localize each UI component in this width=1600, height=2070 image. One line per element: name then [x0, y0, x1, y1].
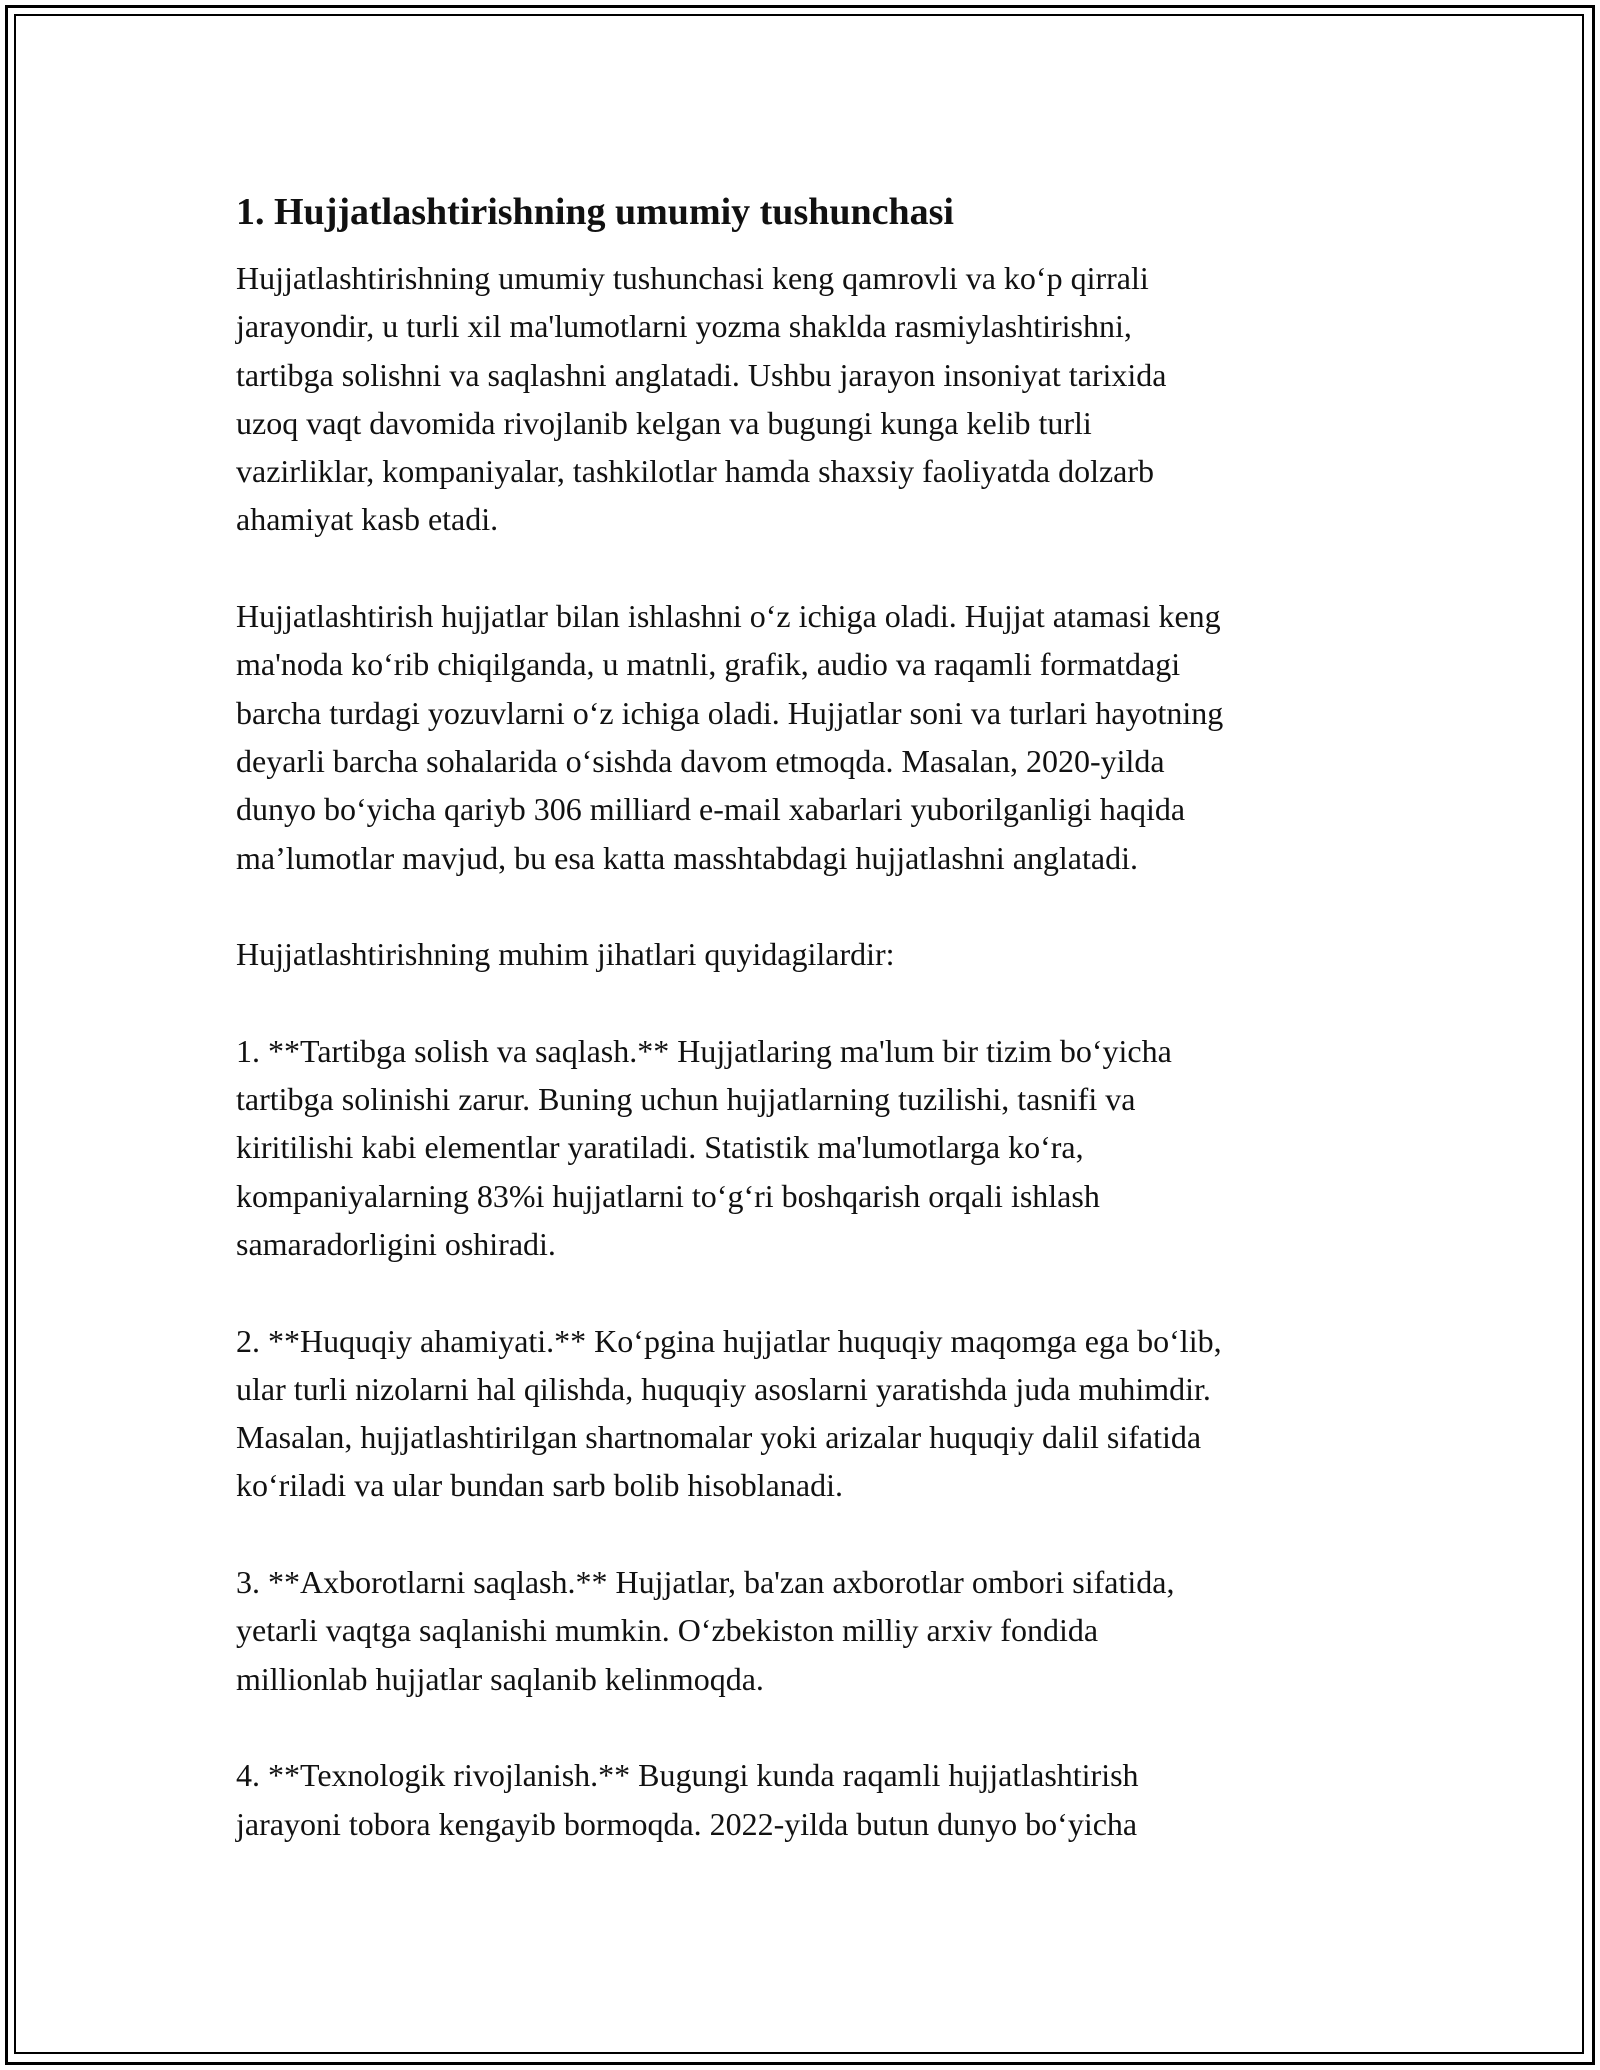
- document-body: [236, 186, 1386, 1896]
- text-line: 4. **Texnologik rivojlanish.** Bugungi kunda raqamli hujjatlashtirish: [236, 1757, 1139, 1794]
- text-line: 3. **Axborotlarni saqlash.** Hujjatlar, ba'zan axborotlar ombori sifatida,: [236, 1564, 1175, 1601]
- text-line: ma'noda koʻrib chiqilganda, u matnli, grafik, audio va raqamli formatdagi: [236, 646, 1181, 683]
- text-line: vazirliklar, kompaniyalar, tashkilotlar hamda shaxsiy faoliyatda dolzarb: [236, 453, 1155, 490]
- text-line: Masalan, hujjatlashtirilgan shartnomalar yoki arizalar huquqiy dalil sifatida: [236, 1419, 1202, 1456]
- list-item-3: [236, 1558, 1386, 1703]
- text-line: ahamiyat kasb etadi.: [236, 501, 499, 538]
- text-line: uzoq vaqt davomida rivojlanib kelgan va bugungi kunga kelib turli: [236, 404, 1092, 441]
- list-item-4: [236, 1751, 1386, 1848]
- text-line: tartibga solishni va saqlashni anglatadi. Ushbu jarayon insoniyat tarixida: [236, 356, 1167, 393]
- text-line: koʻriladi va ular bundan sarb bolib hisoblanadi.: [236, 1467, 843, 1504]
- text-line: barcha turdagi yozuvlarni oʻz ichiga oladi. Hujjatlar soni va turlari hayotning: [236, 694, 1224, 731]
- text-line: maʼlumotlar mavjud, bu esa katta masshtabdagi hujjatlashni anglatadi.: [236, 839, 1138, 876]
- text-line: samaradorligini oshiradi.: [236, 1225, 556, 1262]
- list-item-2: [236, 1317, 1386, 1510]
- text-line: jarayoni tobora kengayib bormoqda. 2022-yilda butun dunyo boʻyicha: [236, 1805, 1138, 1842]
- paragraph-aspects-intro: [236, 930, 1386, 978]
- text-line: dunyo boʻyicha qariyb 306 milliard e-mail xabarlari yuborilganligi haqida: [236, 791, 1186, 828]
- text-line: kompaniyalarning 83%i hujjatlarni toʻgʻri boshqarish orqali ishlash: [236, 1177, 1100, 1214]
- list-item-1: [236, 1027, 1386, 1268]
- paragraph-intro: [236, 254, 1386, 544]
- text-line: Hujjatlashtirishning muhim jihatlari quyidagilardir:: [236, 936, 895, 973]
- text-line: Hujjatlashtirish hujjatlar bilan ishlashni oʻz ichiga oladi. Hujjat atamasi keng: [236, 598, 1221, 635]
- text-line: yetarli vaqtga saqlanishi mumkin. Oʻzbekiston milliy arxiv fondida: [236, 1612, 1099, 1649]
- paragraph-documents: [236, 592, 1386, 882]
- text-line: deyarli barcha sohalarida oʻsishda davom etmoqda. Masalan, 2020-yilda: [236, 742, 1165, 779]
- text-line: ular turli nizolarni hal qilishda, huquqiy asoslarni yaratishda juda muhimdir.: [236, 1370, 1211, 1407]
- text-line: jarayondir, u turli xil ma'lumotlarni yozma shaklda rasmiylashtirishni,: [236, 308, 1132, 345]
- text-line: 2. **Huquqiy ahamiyati.** Koʻpgina hujjatlar huquqiy maqomga ega boʻlib,: [236, 1322, 1222, 1359]
- text-line: millionlab hujjatlar saqlanib kelinmoqda.: [236, 1660, 764, 1697]
- text-line: 1. **Tartibga solish va saqlash.** Hujjatlaring ma'lum bir tizim boʻyicha: [236, 1032, 1172, 1069]
- text-line: tartibga solinishi zarur. Buning uchun hujjatlarning tuzilishi, tasnifi va: [236, 1081, 1136, 1118]
- section-heading: 1. Hujjatlashtirishning umumiy tushunchasi: [236, 191, 954, 233]
- text-line: Hujjatlashtirishning umumiy tushunchasi keng qamrovli va koʻp qirrali: [236, 260, 1149, 296]
- text-line: kiritilishi kabi elementlar yaratiladi. Statistik ma'lumotlarga koʻra,: [236, 1129, 1084, 1166]
